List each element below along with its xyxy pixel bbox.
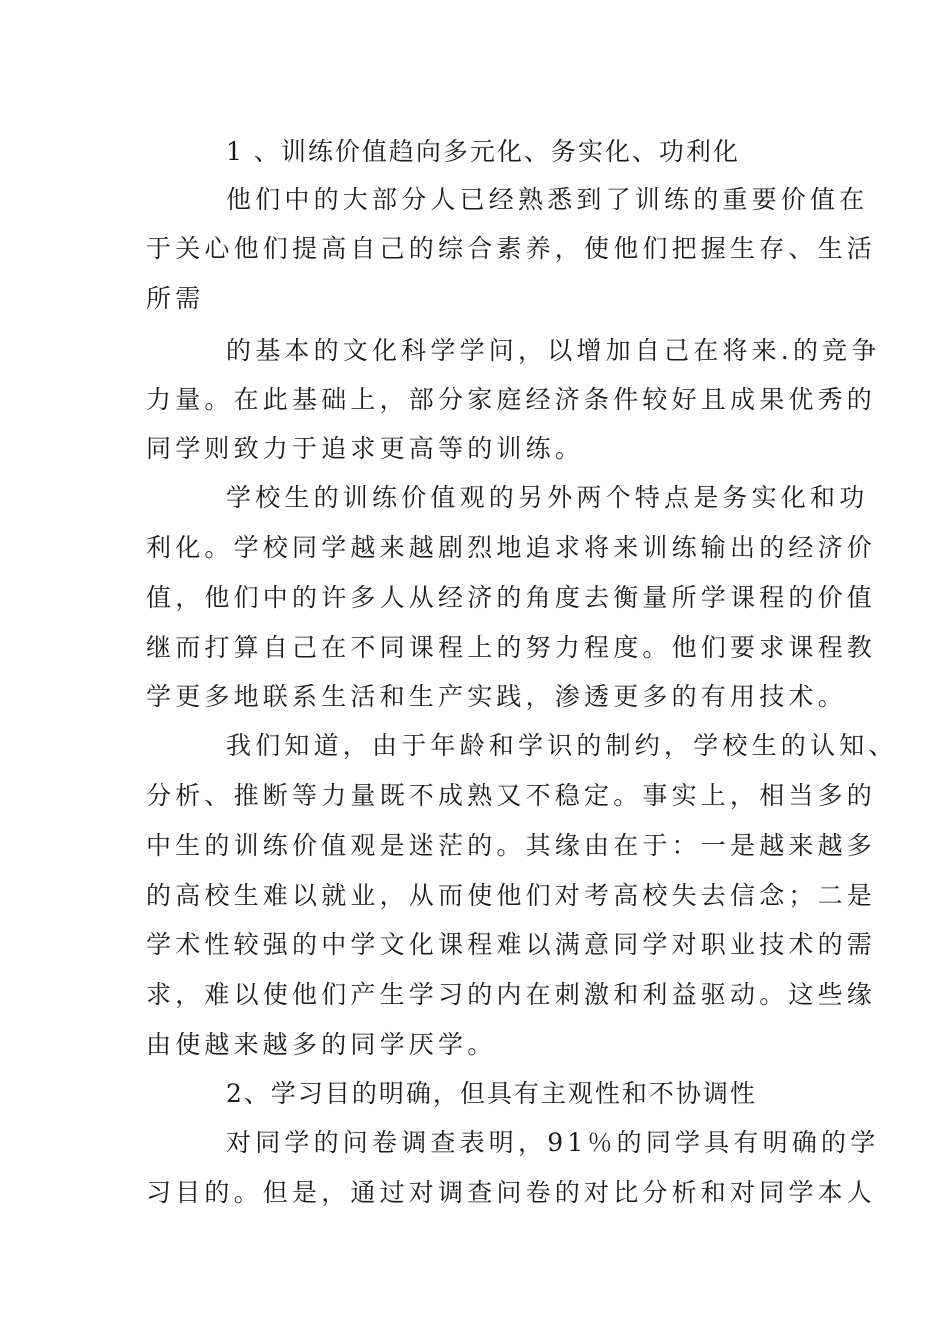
paragraph-line: 值，他们中的许多人从经济的角度去衡量所学课程的价值 [146, 583, 877, 612]
paragraph-line: 我们知道，由于年龄和学识的制约，学校生的认知、 [226, 731, 898, 760]
paragraph-line: 所需 [146, 284, 205, 313]
paragraph-line: 由使越来越多的同学厌学。 [146, 1030, 497, 1059]
paragraph-line: 学校生的训练价值观的另外两个特点是务实化和功 [226, 483, 869, 512]
paragraph-line: 分析、推断等力量既不成熟又不稳定。事实上，相当多的 [146, 781, 877, 810]
paragraph-line: 求，难以使他们产生学习的内在刺激和利益驱动。这些缘 [146, 980, 877, 1009]
paragraph-line: 中生的训练价值观是迷茫的。其缘由在于：一是越来越多 [146, 831, 877, 860]
paragraph-line: 习目的。但是，通过对调查问卷的对比分析和对同学本人 [146, 1178, 877, 1207]
section-heading-1: 1 、训练价值趋向多元化、务实化、功利化 [226, 137, 740, 166]
paragraph-line: 利化。学校同学越来越剧烈地追求将来训练输出的经济价 [146, 533, 877, 562]
paragraph-line: 于关心他们提高自己的综合素养，使他们把握生存、生活 [146, 234, 877, 263]
paragraph-line: 学更多地联系生活和生产实践，渗透更多的有用技术。 [146, 682, 847, 711]
paragraph-line: 对同学的问卷调查表明，91％的同学具有明确的学 [226, 1128, 880, 1157]
paragraph-line: 学术性较强的中学文化课程难以满意同学对职业技术的需 [146, 930, 877, 959]
paragraph-line: 同学则致力于追求更高等的训练。 [146, 434, 585, 463]
paragraph-line: 的高校生难以就业，从而使他们对考高校失去信念；二是 [146, 881, 877, 910]
paragraph-line: 他们中的大部分人已经熟悉到了训练的重要价值在 [226, 185, 869, 214]
paragraph-line: 力量。在此基础上，部分家庭经济条件较好且成果优秀的 [146, 385, 877, 414]
section-heading-2: 2、学习目的明确，但具有主观性和不协调性 [226, 1079, 757, 1108]
paragraph-line: 的基本的文化科学学问，以增加自己在将来.的竞争 [226, 336, 881, 365]
paragraph-line: 继而打算自己在不同课程上的努力程度。他们要求课程教 [146, 633, 877, 662]
